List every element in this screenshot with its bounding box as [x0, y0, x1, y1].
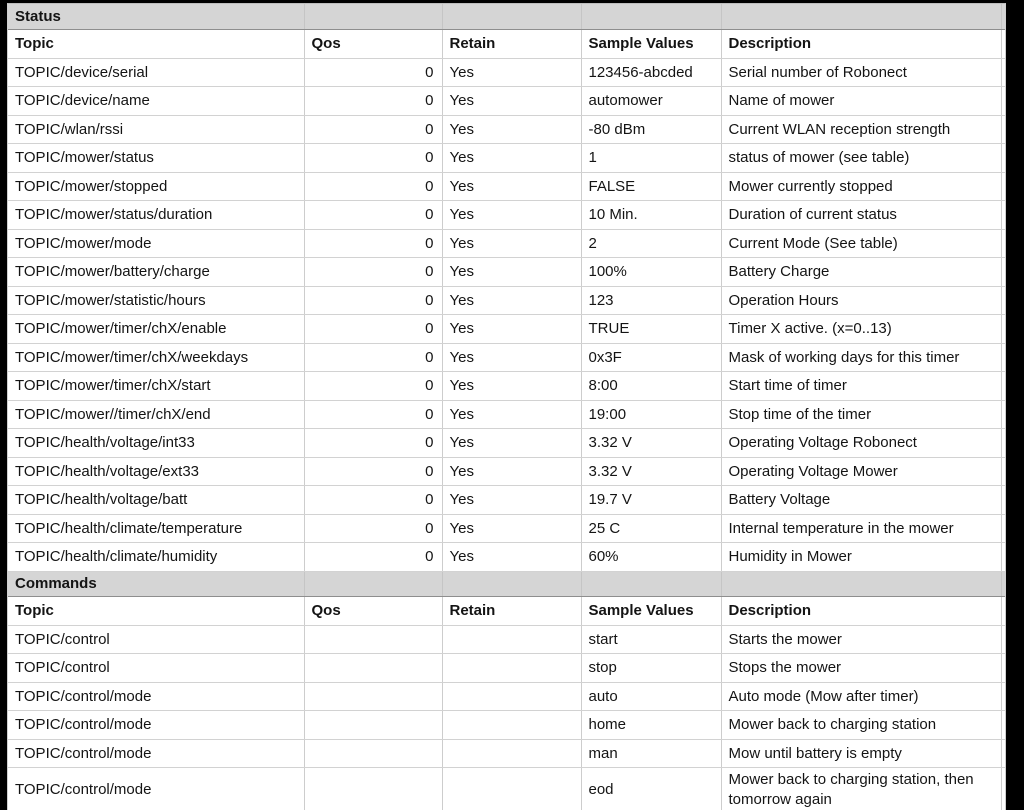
column-header-sliver [1001, 596, 1005, 625]
section-header-cell [304, 4, 442, 29]
sliver-cell [1001, 343, 1005, 372]
description-cell: Battery Charge [721, 258, 1001, 287]
sliver-cell [1001, 372, 1005, 401]
column-header-sliver [1001, 29, 1005, 58]
sample-cell: 123 [581, 286, 721, 315]
topic-cell: TOPIC/mower/timer/chX/enable [8, 315, 304, 344]
table-row [8, 286, 1005, 315]
qos-cell: 0 [304, 372, 442, 401]
retain-cell: Yes [442, 372, 581, 401]
description-cell: Mow until battery is empty [721, 739, 1001, 768]
column-header-description: Description [721, 29, 1001, 58]
topic-cell: TOPIC/control/mode [8, 768, 304, 810]
sliver-cell [1001, 144, 1005, 173]
topic-cell: TOPIC/control/mode [8, 682, 304, 711]
retain-cell: Yes [442, 58, 581, 87]
description-cell: Operation Hours [721, 286, 1001, 315]
sliver-cell [1001, 682, 1005, 711]
topic-cell: TOPIC/control [8, 625, 304, 654]
topic-cell: TOPIC/device/serial [8, 58, 304, 87]
retain-cell: Yes [442, 315, 581, 344]
description-cell: Humidity in Mower [721, 543, 1001, 572]
sliver-cell [1001, 625, 1005, 654]
table-row [8, 654, 1005, 683]
description-cell: Name of mower [721, 87, 1001, 116]
table-row [8, 457, 1005, 486]
qos-cell [304, 768, 442, 810]
section-header-row-status [8, 4, 1005, 29]
sample-cell: 1 [581, 144, 721, 173]
section-header-cell [442, 571, 581, 596]
table-row [8, 87, 1005, 116]
description-cell: status of mower (see table) [721, 144, 1001, 173]
qos-cell: 0 [304, 457, 442, 486]
topic-cell: TOPIC/mower/battery/charge [8, 258, 304, 287]
table-row [8, 768, 1005, 810]
description-cell: Operating Voltage Robonect [721, 429, 1001, 458]
qos-cell [304, 625, 442, 654]
topic-cell: TOPIC/health/voltage/ext33 [8, 457, 304, 486]
table-row [8, 739, 1005, 768]
sliver-cell [1001, 87, 1005, 116]
qos-cell: 0 [304, 514, 442, 543]
section-header-cell [721, 4, 1001, 29]
sliver-cell [1001, 286, 1005, 315]
qos-cell [304, 739, 442, 768]
description-cell: Stops the mower [721, 654, 1001, 683]
description-cell: Current WLAN reception strength [721, 115, 1001, 144]
sliver-cell [1001, 514, 1005, 543]
description-cell: Operating Voltage Mower [721, 457, 1001, 486]
description-cell: Timer X active. (x=0..13) [721, 315, 1001, 344]
qos-cell: 0 [304, 315, 442, 344]
section-header-row-commands [8, 571, 1005, 596]
column-header-topic: Topic [8, 29, 304, 58]
retain-cell: Yes [442, 144, 581, 173]
sliver-cell [1001, 315, 1005, 344]
qos-cell: 0 [304, 486, 442, 515]
table-row [8, 711, 1005, 740]
sample-cell: 2 [581, 229, 721, 258]
qos-cell [304, 654, 442, 683]
sample-cell: eod [581, 768, 721, 810]
sample-cell: FALSE [581, 172, 721, 201]
qos-cell: 0 [304, 58, 442, 87]
qos-cell [304, 682, 442, 711]
column-header-topic: Topic [8, 596, 304, 625]
sample-cell: 123456-abcded [581, 58, 721, 87]
topic-cell: TOPIC/mower/statistic/hours [8, 286, 304, 315]
topic-cell: TOPIC/wlan/rssi [8, 115, 304, 144]
sample-cell: 25 C [581, 514, 721, 543]
sample-cell: 3.32 V [581, 429, 721, 458]
section-header-cell [304, 571, 442, 596]
topic-cell: TOPIC/control/mode [8, 711, 304, 740]
column-header-retain: Retain [442, 596, 581, 625]
table-row [8, 115, 1005, 144]
sample-cell: TRUE [581, 315, 721, 344]
section-header-cell [1001, 4, 1005, 29]
topic-cell: TOPIC/mower/stopped [8, 172, 304, 201]
table-row [8, 258, 1005, 287]
topic-cell: TOPIC/mower/status/duration [8, 201, 304, 230]
sample-cell: 19:00 [581, 400, 721, 429]
retain-cell: Yes [442, 514, 581, 543]
table-row [8, 429, 1005, 458]
retain-cell [442, 739, 581, 768]
retain-cell [442, 682, 581, 711]
table-row [8, 625, 1005, 654]
qos-cell: 0 [304, 429, 442, 458]
sliver-cell [1001, 739, 1005, 768]
description-cell: Mower currently stopped [721, 172, 1001, 201]
topic-cell: TOPIC/health/climate/humidity [8, 543, 304, 572]
retain-cell: Yes [442, 229, 581, 258]
topic-cell: TOPIC/mower/status [8, 144, 304, 173]
sliver-cell [1001, 400, 1005, 429]
description-cell: Mower back to charging station [721, 711, 1001, 740]
sliver-cell [1001, 457, 1005, 486]
sample-cell: man [581, 739, 721, 768]
retain-cell: Yes [442, 429, 581, 458]
topic-cell: TOPIC/control [8, 654, 304, 683]
sliver-cell [1001, 258, 1005, 287]
qos-cell: 0 [304, 400, 442, 429]
section-header-cell [721, 571, 1001, 596]
topic-cell: TOPIC/control/mode [8, 739, 304, 768]
table-row [8, 372, 1005, 401]
section-title: Commands [8, 571, 304, 596]
retain-cell: Yes [442, 87, 581, 116]
topic-cell: TOPIC/health/climate/temperature [8, 514, 304, 543]
topic-cell: TOPIC/mower/timer/chX/start [8, 372, 304, 401]
sample-cell: start [581, 625, 721, 654]
mqtt-topics-table [8, 4, 1005, 810]
topic-cell: TOPIC/health/voltage/int33 [8, 429, 304, 458]
retain-cell: Yes [442, 115, 581, 144]
topic-cell: TOPIC/mower/mode [8, 229, 304, 258]
table-row [8, 229, 1005, 258]
qos-cell: 0 [304, 87, 442, 116]
qos-cell: 0 [304, 258, 442, 287]
qos-cell: 0 [304, 543, 442, 572]
section-header-cell [442, 4, 581, 29]
table-row [8, 343, 1005, 372]
table-row [8, 682, 1005, 711]
retain-cell: Yes [442, 400, 581, 429]
qos-cell [304, 711, 442, 740]
sliver-cell [1001, 429, 1005, 458]
table-viewport [7, 3, 1006, 810]
table-row [8, 201, 1005, 230]
topic-cell: TOPIC/device/name [8, 87, 304, 116]
topic-cell: TOPIC/health/voltage/batt [8, 486, 304, 515]
qos-cell: 0 [304, 144, 442, 173]
retain-cell: Yes [442, 286, 581, 315]
section-title: Status [8, 4, 304, 29]
column-header-qos: Qos [304, 596, 442, 625]
topic-cell: TOPIC/mower//timer/chX/end [8, 400, 304, 429]
qos-cell: 0 [304, 229, 442, 258]
column-header-description: Description [721, 596, 1001, 625]
sliver-cell [1001, 543, 1005, 572]
sliver-cell [1001, 172, 1005, 201]
sliver-cell [1001, 654, 1005, 683]
retain-cell [442, 768, 581, 810]
description-cell: Stop time of the timer [721, 400, 1001, 429]
retain-cell: Yes [442, 201, 581, 230]
sample-cell: 3.32 V [581, 457, 721, 486]
table-row [8, 400, 1005, 429]
topic-cell: TOPIC/mower/timer/chX/weekdays [8, 343, 304, 372]
table-row [8, 58, 1005, 87]
description-cell: Current Mode (See table) [721, 229, 1001, 258]
table-body [8, 4, 1005, 810]
sliver-cell [1001, 486, 1005, 515]
qos-cell: 0 [304, 201, 442, 230]
sample-cell: 100% [581, 258, 721, 287]
description-cell: Starts the mower [721, 625, 1001, 654]
retain-cell: Yes [442, 343, 581, 372]
table-row [8, 543, 1005, 572]
retain-cell: Yes [442, 543, 581, 572]
qos-cell: 0 [304, 115, 442, 144]
retain-cell [442, 711, 581, 740]
retain-cell: Yes [442, 172, 581, 201]
qos-cell: 0 [304, 343, 442, 372]
sample-cell: home [581, 711, 721, 740]
table-row [8, 486, 1005, 515]
section-header-cell [581, 571, 721, 596]
sample-cell: 0x3F [581, 343, 721, 372]
sliver-cell [1001, 229, 1005, 258]
column-header-retain: Retain [442, 29, 581, 58]
sample-cell: 60% [581, 543, 721, 572]
column-header-qos: Qos [304, 29, 442, 58]
sliver-cell [1001, 201, 1005, 230]
column-header-row [8, 29, 1005, 58]
retain-cell: Yes [442, 258, 581, 287]
retain-cell: Yes [442, 457, 581, 486]
retain-cell [442, 625, 581, 654]
sample-cell: -80 dBm [581, 115, 721, 144]
sample-cell: 8:00 [581, 372, 721, 401]
sample-cell: auto [581, 682, 721, 711]
column-header-sample-values: Sample Values [581, 29, 721, 58]
table-row [8, 144, 1005, 173]
table-row [8, 514, 1005, 543]
qos-cell: 0 [304, 286, 442, 315]
sliver-cell [1001, 115, 1005, 144]
sample-cell: automower [581, 87, 721, 116]
sample-cell: 19.7 V [581, 486, 721, 515]
sliver-cell [1001, 58, 1005, 87]
description-cell: Duration of current status [721, 201, 1001, 230]
retain-cell [442, 654, 581, 683]
sliver-cell [1001, 711, 1005, 740]
description-cell: Battery Voltage [721, 486, 1001, 515]
column-header-sample-values: Sample Values [581, 596, 721, 625]
description-cell: Start time of timer [721, 372, 1001, 401]
description-cell: Auto mode (Mow after timer) [721, 682, 1001, 711]
description-cell: Mask of working days for this timer [721, 343, 1001, 372]
sample-cell: 10 Min. [581, 201, 721, 230]
sample-cell: stop [581, 654, 721, 683]
section-header-cell [581, 4, 721, 29]
qos-cell: 0 [304, 172, 442, 201]
description-cell: Mower back to charging station, then tomorrow again [721, 768, 1001, 810]
section-header-cell [1001, 571, 1005, 596]
description-cell: Serial number of Robonect [721, 58, 1001, 87]
column-header-row [8, 596, 1005, 625]
table-row [8, 315, 1005, 344]
table-row [8, 172, 1005, 201]
sliver-cell [1001, 768, 1005, 810]
description-cell: Internal temperature in the mower [721, 514, 1001, 543]
retain-cell: Yes [442, 486, 581, 515]
